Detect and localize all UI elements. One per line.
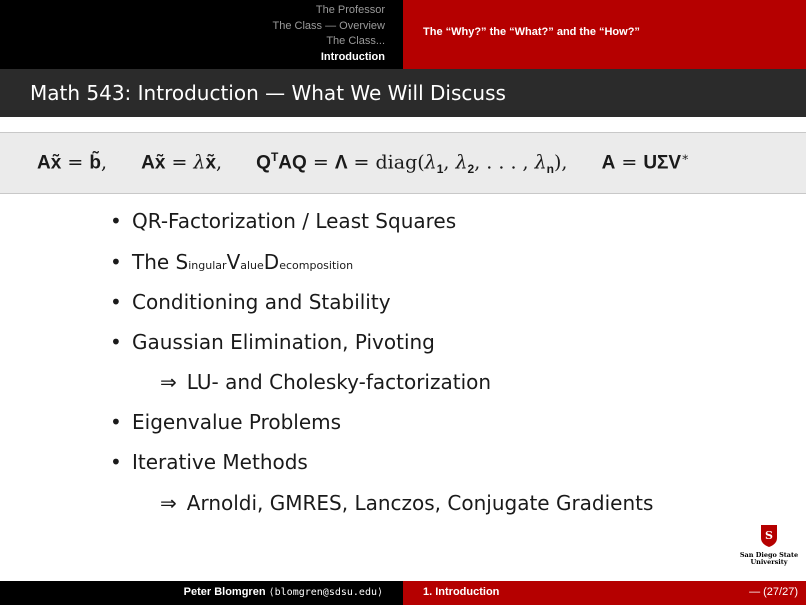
bullet-icon: • bbox=[110, 250, 122, 274]
logo-text-line1: San Diego State bbox=[739, 551, 799, 559]
sub-list-item: ⇒ Arnoldi, GMRES, Lanczos, Conjugate Gradients bbox=[160, 491, 654, 515]
equation-block bbox=[0, 132, 806, 194]
bullet-icon: • bbox=[110, 290, 122, 314]
nav-item-class[interactable]: The Class... bbox=[326, 35, 385, 47]
header-right-panel bbox=[403, 0, 806, 69]
sdsu-shield-icon bbox=[759, 524, 779, 548]
equation: Ax̃ = b̃, Ax̃ = λx̃, $Q^TAQ = \Lambda$ = $diag(\lambda_1$, $\lambda_2$, . . . , $\lambda_n$), A = UΣV∗ bbox=[37, 150, 690, 177]
implies-arrow-icon: ⇒ bbox=[160, 370, 177, 394]
nav-item-introduction[interactable]: Introduction bbox=[320, 50, 385, 63]
frame-title-bar bbox=[0, 69, 806, 117]
footer-right bbox=[403, 581, 806, 605]
author-email: ⟨blomgren@sdsu.edu⟩ bbox=[268, 587, 383, 598]
svg-text:S: S bbox=[765, 529, 773, 542]
bullet-icon: • bbox=[110, 450, 122, 474]
list-item: • Conditioning and Stability bbox=[110, 290, 391, 314]
list-item: • Gaussian Elimination, Pivoting bbox=[110, 330, 435, 354]
bullet-icon: • bbox=[110, 209, 122, 233]
sub-list-item: ⇒ LU- and Cholesky-factorization bbox=[160, 370, 492, 394]
list-item: • The SingularValueDecomposition bbox=[110, 250, 354, 274]
list-item: • Eigenvalue Problems bbox=[110, 410, 342, 434]
implies-arrow-icon: ⇒ bbox=[160, 491, 177, 515]
logo-text-line2: University bbox=[750, 558, 788, 566]
header-left-panel bbox=[0, 0, 403, 69]
author-name: Peter Blomgren bbox=[183, 586, 266, 598]
header-navigation bbox=[0, 0, 806, 69]
footer bbox=[0, 581, 806, 605]
footer-left bbox=[0, 581, 403, 605]
footer-short-title[interactable]: 1. Introduction bbox=[423, 586, 500, 598]
page-number: — (27/27) bbox=[749, 586, 798, 598]
university-logo bbox=[738, 524, 800, 568]
nav-item-professor[interactable]: The Professor bbox=[315, 4, 385, 16]
bullet-icon: • bbox=[110, 410, 122, 434]
list-item: • QR-Factorization / Least Squares bbox=[110, 209, 457, 233]
section-nav bbox=[273, 3, 385, 65]
frame-title: Math 543: Introduction — What We Will Discuss bbox=[30, 81, 506, 105]
nav-item-class-overview[interactable]: The Class — Overview bbox=[272, 19, 385, 32]
list-item: • Iterative Methods bbox=[110, 450, 308, 474]
footer-author bbox=[184, 586, 383, 598]
bullet-icon: • bbox=[110, 330, 122, 354]
subsection-title[interactable]: The “Why?” the “What?” and the “How?” bbox=[423, 26, 640, 38]
